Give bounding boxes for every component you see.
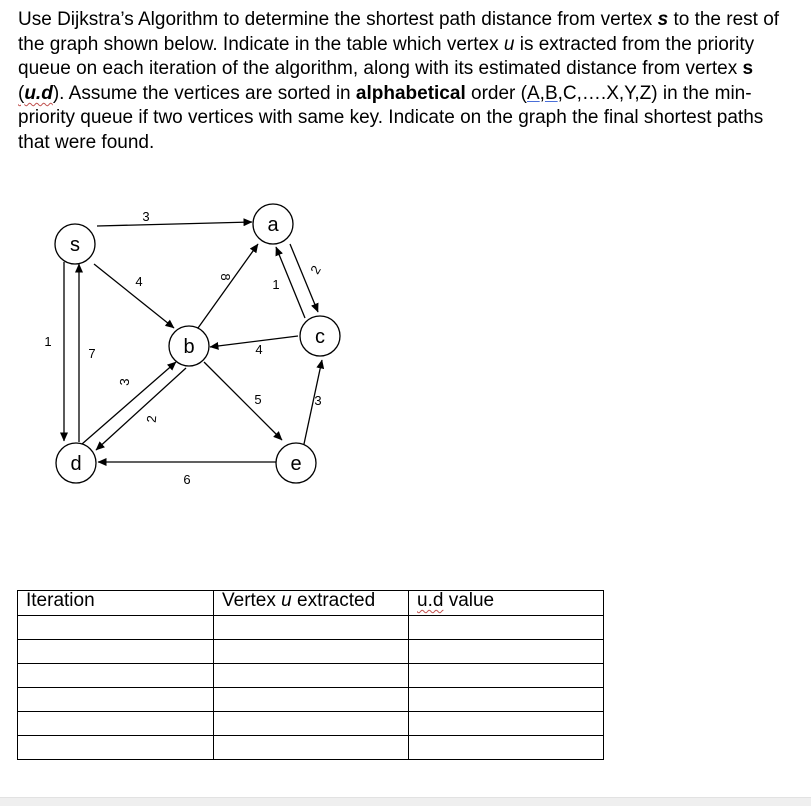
node-d-label: d — [70, 453, 82, 475]
table-cell[interactable] — [18, 616, 214, 640]
edge-b-e — [204, 362, 282, 440]
edge-b-a — [198, 244, 258, 328]
weight-s-d: 1 — [44, 334, 52, 349]
table-cell[interactable] — [214, 736, 409, 760]
table-cell[interactable] — [214, 664, 409, 688]
iteration-table — [17, 590, 604, 760]
weight-c-a: 1 — [272, 277, 280, 292]
vertex-u-ref: u — [503, 33, 515, 55]
table-row — [18, 640, 604, 664]
vertex-s-ref-2: s — [742, 58, 754, 80]
table-header-row — [18, 591, 604, 616]
table-cell[interactable] — [214, 688, 409, 712]
node-a-label: a — [267, 214, 279, 236]
edge-a-c — [290, 244, 318, 312]
table-cell[interactable] — [409, 688, 604, 712]
edge-d-b — [82, 362, 176, 444]
question-text: Use Dijkstra’s Algorithm to determine the shortest path distance from vertex s to the rest of the graph shown below. Indicate in the table which vertex u is extracted from the priority queue on each iteration of the algorithm, along with its estimated distance from vertex s (u.d). Assume the vertices are sorted in alphabetical order (A,B,C,….X,Y,Z) in the min-priority queue if two vertices with same key. Indicate on the graph the final shortest paths that were found. — [18, 9, 780, 153]
table-row — [18, 736, 604, 760]
table-cell[interactable] — [18, 640, 214, 664]
weight-b-a: 8 — [218, 273, 233, 281]
table-cell[interactable] — [409, 712, 604, 736]
vertex-s-ref: s — [657, 9, 669, 30]
node-s-label: s — [70, 234, 80, 256]
weight-s-a: 3 — [142, 209, 150, 224]
edge-b-d — [96, 368, 186, 450]
weight-d-s: 7 — [88, 346, 96, 361]
table-cell[interactable] — [409, 616, 604, 640]
table-cell[interactable] — [18, 736, 214, 760]
table-row — [18, 664, 604, 688]
node-e-label: e — [290, 453, 302, 475]
table-cell[interactable] — [214, 712, 409, 736]
header-vertex-extracted: Vertex u extracted — [214, 591, 409, 616]
table-cell[interactable] — [214, 616, 409, 640]
table-row — [18, 712, 604, 736]
table-cell[interactable] — [18, 712, 214, 736]
table-cell[interactable] — [409, 664, 604, 688]
weight-b-d: 2 — [143, 414, 160, 424]
table-cell[interactable] — [18, 664, 214, 688]
node-b-label: b — [183, 336, 195, 358]
node-c-label: c — [315, 326, 325, 348]
weight-c-b: 4 — [255, 342, 263, 357]
header-iteration: Iteration — [18, 591, 214, 616]
weight-e-c: 3 — [314, 393, 322, 408]
edge-c-a — [276, 247, 305, 318]
table-cell[interactable] — [409, 736, 604, 760]
weight-a-c: 2 — [307, 262, 324, 277]
table-cell[interactable] — [214, 640, 409, 664]
edge-s-b — [94, 264, 174, 328]
weight-d-b: 3 — [116, 377, 133, 387]
table-cell[interactable] — [18, 688, 214, 712]
table-row — [18, 688, 604, 712]
table-cell[interactable] — [409, 640, 604, 664]
weight-e-d: 6 — [183, 472, 191, 487]
edge-c-b — [210, 336, 298, 347]
table-row — [18, 616, 604, 640]
alphabetical-emphasis: alphabetical — [355, 82, 466, 104]
ud-ref: u.d — [24, 82, 53, 104]
header-ud-value: u.d value — [409, 591, 604, 616]
weight-s-b: 4 — [135, 274, 143, 289]
weight-b-e: 5 — [254, 392, 262, 407]
edge-s-a — [97, 222, 252, 226]
